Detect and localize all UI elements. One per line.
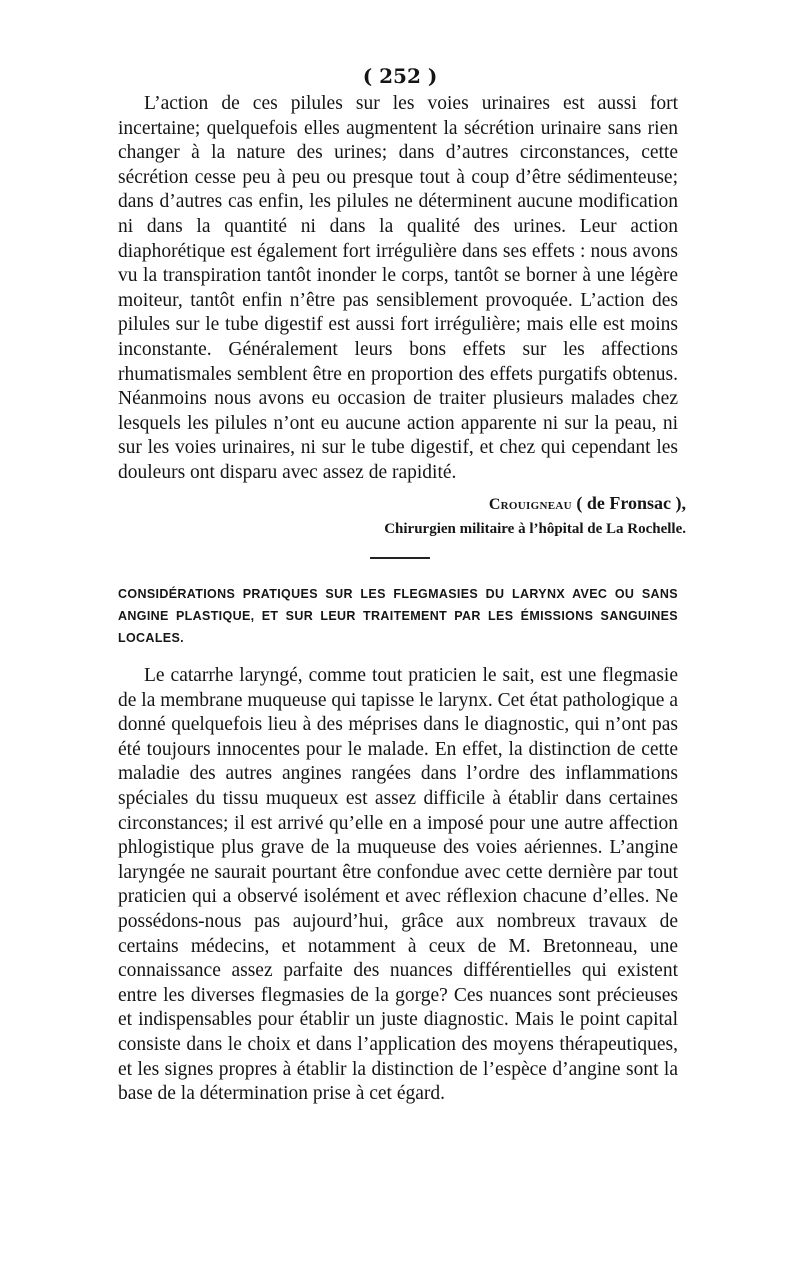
signature-name-line xyxy=(0,490,686,518)
author-name: Crouigneau xyxy=(488,496,572,513)
body-paragraph-larynx: Le catarrhe laryngé, comme tout praticien le sait, est une flegmasie de la membrane muqueuse qui tapisse le larynx. Cet état pathologique a donné quelquefois lieu à des méprises dans le diagnostic, qui n’ont pas été toujours innocentes pour le malade. En effet, la distinction de cette maladie des autres angines rangées dans l’ordre des inflammations spéciales du tissu muqueux est assez difficile à établir dans certaines circonstances; il est arrivé qu’elle en a imposé pour une autre affection phlogistique plus grave de la muqueuse des voies aériennes. L’angine laryngée ne saurait pourtant être confondue avec cette dernière par tout praticien qui a observé isolément et avec réflexion chacune d’elles. Ne possédons-nous pas aujourd’hui, grâce aux nombreux travaux de certains médecins, et notamment à ceux de M. Bretonneau, une connaissance assez parfaite des nuances différentielles qui existent entre les diverses flegmasies de la gorge? Ces nuances sont précieuses et indispensables pour établir un juste diagnostic. Mais le point capital consiste dans le choix et dans l’application des moyens thérapeutiques, et les signes propres à établir la distinction de l’espèce d’angine sont la base de la détermination prise à cet égard. xyxy=(118,665,678,1105)
body-paragraph-pills: L’action de ces pilules sur les voies urinaires est aussi fort incertaine; quelquefois elles augmentent la sécrétion urinaire sans rien changer à la nature des urines; dans d’autres circonstances, cette sécrétion cesse peu à peu ou presque tout à coup d’être sédimenteuse; dans d’autres cas enfin, les pilules ne déterminent aucune modification ni dans la quantité ni dans la qualité des urines. Leur action diaphorétique est également fort irrégulière dans ses effets : nous avons vu la transpiration tantôt inonder le corps, tantôt se borner à une légère moiteur, tantôt enfin n’être pas sensiblement provoquée. L’action des pilules sur le tube digestif est aussi fort irrégulière; mais elle est moins inconstante. Généralement leurs bons effets sur les affections rhumatismales semblent être en proportion des effets purgatifs obtenus. Néanmoins nous avons eu occasion de traiter plusieurs malades chez lesquels les pilules n’ont eu aucune action apparente ni sur la peau, ni sur les voies urinaires, ni sur le tube digestif, et chez qui cependant les douleurs ont disparu avec assez de rapidité. xyxy=(118,93,678,483)
section-heading: CONSIDÉRATIONS PRATIQUES SUR LES FLEGMASIES DU LARYNX AVEC OU SANS ANGINE PLASTIQUE, ET SUR LEUR TRAITEMENT PAR LES ÉMISSIONS SANGUINES LOCALES. xyxy=(118,587,678,645)
author-signature xyxy=(0,490,686,540)
page-number: ( 252 ) xyxy=(362,64,438,88)
section-divider xyxy=(370,557,430,559)
author-origin: ( de Fronsac ), xyxy=(576,493,686,513)
author-title: Chirurgien militaire à l’hôpital de La Rochelle. xyxy=(384,521,686,537)
